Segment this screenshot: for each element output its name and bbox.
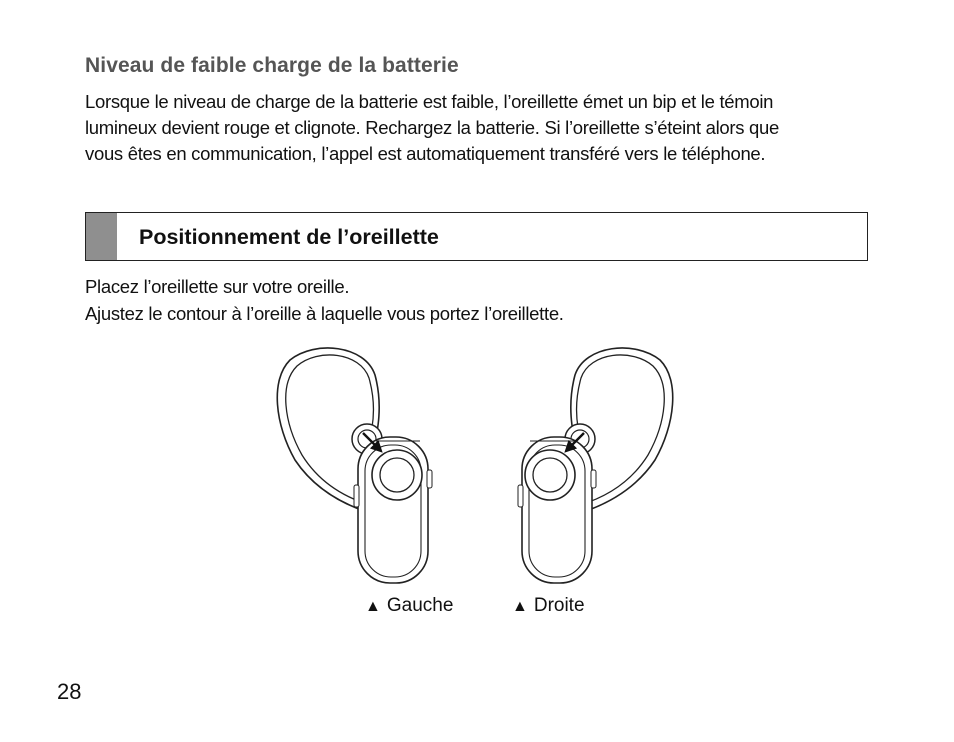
positioning-instructions (85, 273, 564, 327)
left-caption (365, 595, 453, 617)
triangle-icon: ▲ (365, 598, 381, 615)
positioning-section-title: Positionnement de l’oreillette (139, 225, 439, 249)
right-caption-label: Droite (533, 595, 585, 616)
battery-paragraph (85, 89, 885, 167)
left-caption-label: Gauche (386, 595, 454, 616)
triangle-icon: ▲ (512, 598, 528, 615)
battery-paragraph-line: vous êtes en communication, l’appel est automatiquement transféré vers le téléphone. (85, 143, 766, 164)
battery-paragraph-line: lumineux devient rouge et clignote. Rechargez la batterie. Si l’oreillette s’éteint alors que (85, 117, 780, 138)
right-caption (512, 595, 585, 617)
page-number: 28 (57, 679, 82, 704)
right-headset-icon (518, 348, 673, 583)
left-headset-icon (277, 348, 432, 583)
instruction-line: Placez l’oreillette sur votre oreille. (85, 276, 350, 297)
instruction-line: Ajustez le contour à l’oreille à laquelle vous portez l’oreillette. (85, 303, 564, 324)
battery-paragraph-line: Lorsque le niveau de charge de la batterie est faible, l’oreillette émet un bip et le témoin (85, 91, 774, 112)
section-header-bar (86, 213, 117, 260)
earpiece-illustration (270, 335, 680, 590)
battery-section-heading: Niveau de faible charge de la batterie (85, 54, 459, 77)
positioning-section-header (85, 212, 868, 261)
